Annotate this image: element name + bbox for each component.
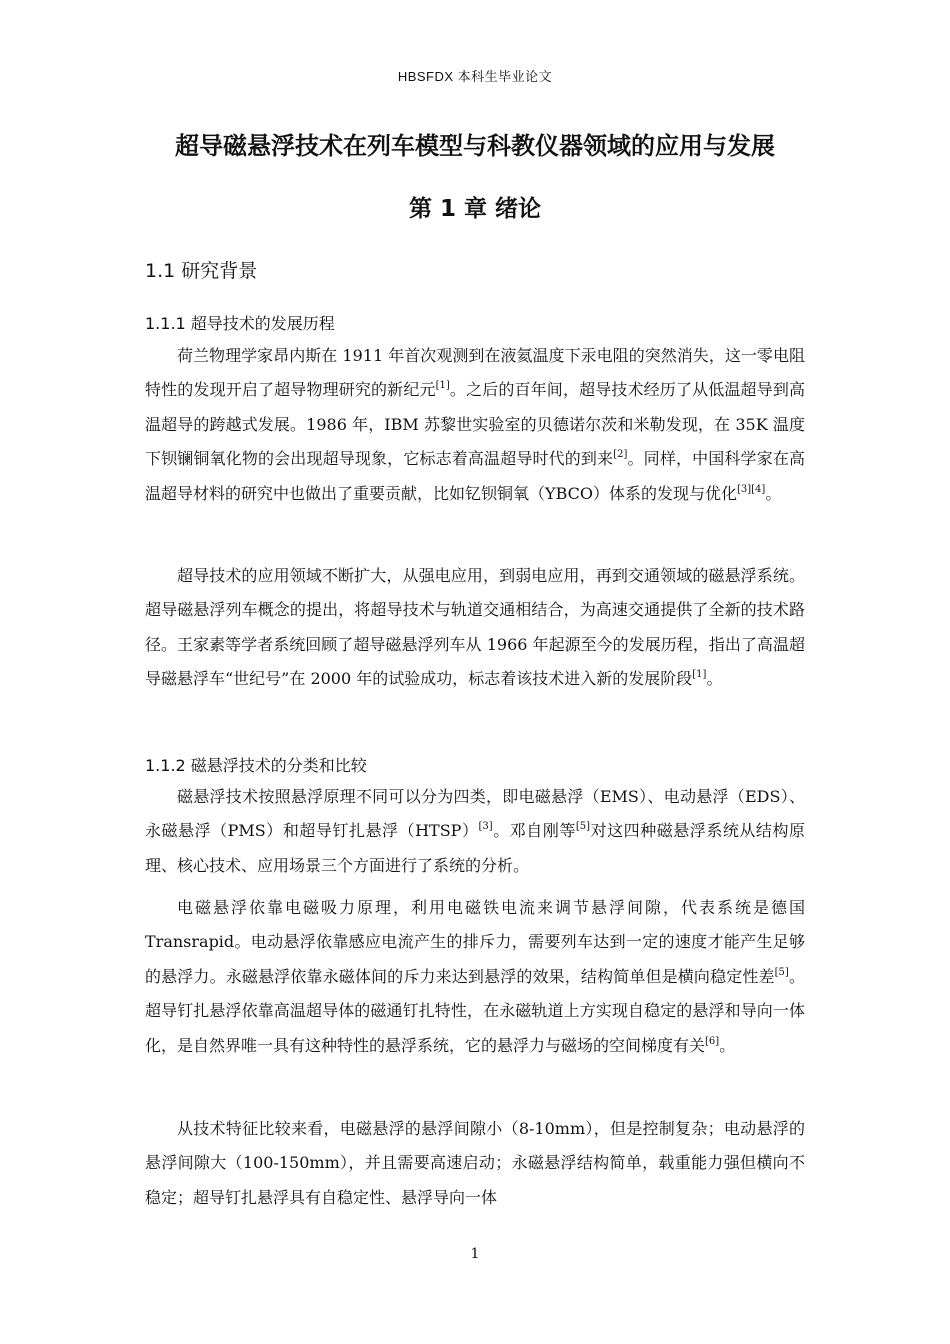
section-heading-1-1-2: 1.1.2 磁悬浮技术的分类和比较 [145, 756, 367, 775]
chapter-heading: 第 1 章 绪论 [408, 196, 542, 222]
section-heading-1-1-1: 1.1.1 超导技术的发展历程 [145, 314, 335, 333]
paragraph-text: 。之后的百年间，超导技术经历了从低温超导到高温超导的跨越式发展。1986 年，IBM 苏黎世实验室的贝德诺尔茨和米勒发现，在 35K 温度下钡镧铜氧化物的会出现超导现象，它标志着高温超导时代的到来 [145, 380, 805, 469]
paragraph-text: 。 [719, 1035, 736, 1055]
paragraph-text: 磁悬浮技术按照悬浮原理不同可以分为四类，即电磁悬浮（EMS）、电动悬浮（EDS）、永磁悬浮（PMS）和超导钉扎悬浮（HTSP） [145, 787, 805, 841]
running-header: HBSFDX 本科生毕业论文 [397, 69, 553, 84]
paragraph-text: 超导技术的应用领域不断扩大，从强电应用，到弱电应用，再到交通领域的磁悬浮系统。超导磁悬浮列车概念的提出，将超导技术与轨道交通相结合，为高速交通提供了全新的技术路径。王家素等学者系统回顾了超导磁悬浮列车从 1966 年起源至今的发展历程，指出了高温超导磁悬浮车“世纪号”在 2000 年的试验成功，标志着该技术进入新的发展阶段 [145, 566, 805, 689]
citation: [5] [575, 821, 591, 833]
paragraph-4 [145, 891, 805, 1063]
paragraph-text: 从技术特征比较来看，电磁悬浮的悬浮间隙小（8-10mm），但是控制复杂；电动悬浮的悬浮间隙大（100-150mm），并且需要高速启动；永磁悬浮结构简单，载重能力强但横向不稳定；超导钉扎悬浮具有自稳定性、悬浮导向一体 [145, 1119, 805, 1207]
citation: [3][4] [736, 483, 766, 495]
paragraph-text: 。 [765, 483, 782, 503]
paragraph-5 [145, 1112, 805, 1215]
paragraph-text: 荷兰物理学家昂内斯在 1911 年首次观测到在液氦温度下汞电阻的突然消失，这一零电阻特性的发现开启了超导物理研究的新纪元 [145, 346, 805, 400]
paragraph-text: 对这四种磁悬浮系统从结构原理、核心技术、应用场景三个方面进行了系统的分析。 [145, 821, 805, 875]
paragraph-text: 电磁悬浮依靠电磁吸力原理，利用电磁铁电流来调节悬浮间隙，代表系统是德国 Transrapid。电动悬浮依靠感应电流产生的排斥力，需要列车达到一定的速度才能产生足够的悬浮力。永磁悬浮依靠永磁体间的斥力来达到悬浮的效果，结构简单但是横向稳定性差 [145, 898, 805, 986]
paragraph-text: 。同样，中国科学家在高温超导材料的研究中也做出了重要贡献，比如钇钡铜氧（YBCO）体系的发现与优化 [145, 449, 805, 503]
section-heading-1-1: 1.1 研究背景 [145, 260, 258, 282]
paragraph-1 [145, 339, 805, 511]
paragraph-text: 。超导钉扎悬浮依靠高温超导体的磁通钉扎特性，在永磁轨道上方实现自稳定的悬浮和导向一体化，是自然界唯一具有这种特性的悬浮系统，它的悬浮力与磁场的空间梯度有关 [145, 966, 805, 1055]
citation: [3] [478, 821, 493, 833]
citation: [6] [705, 1035, 720, 1047]
citation: [5] [774, 966, 789, 978]
paragraph-3 [145, 780, 805, 883]
thesis-title: 超导磁悬浮技术在列车模型与科教仪器领域的应用与发展 [175, 132, 775, 160]
paragraph-2 [145, 559, 805, 697]
paragraph-text: 。 [706, 669, 723, 689]
citation: [1] [692, 669, 707, 681]
page-number: 1 [470, 1246, 480, 1262]
citation: [2] [613, 449, 628, 461]
paragraph-text: 。邓自刚等 [492, 821, 576, 841]
citation: [1] [435, 380, 450, 392]
